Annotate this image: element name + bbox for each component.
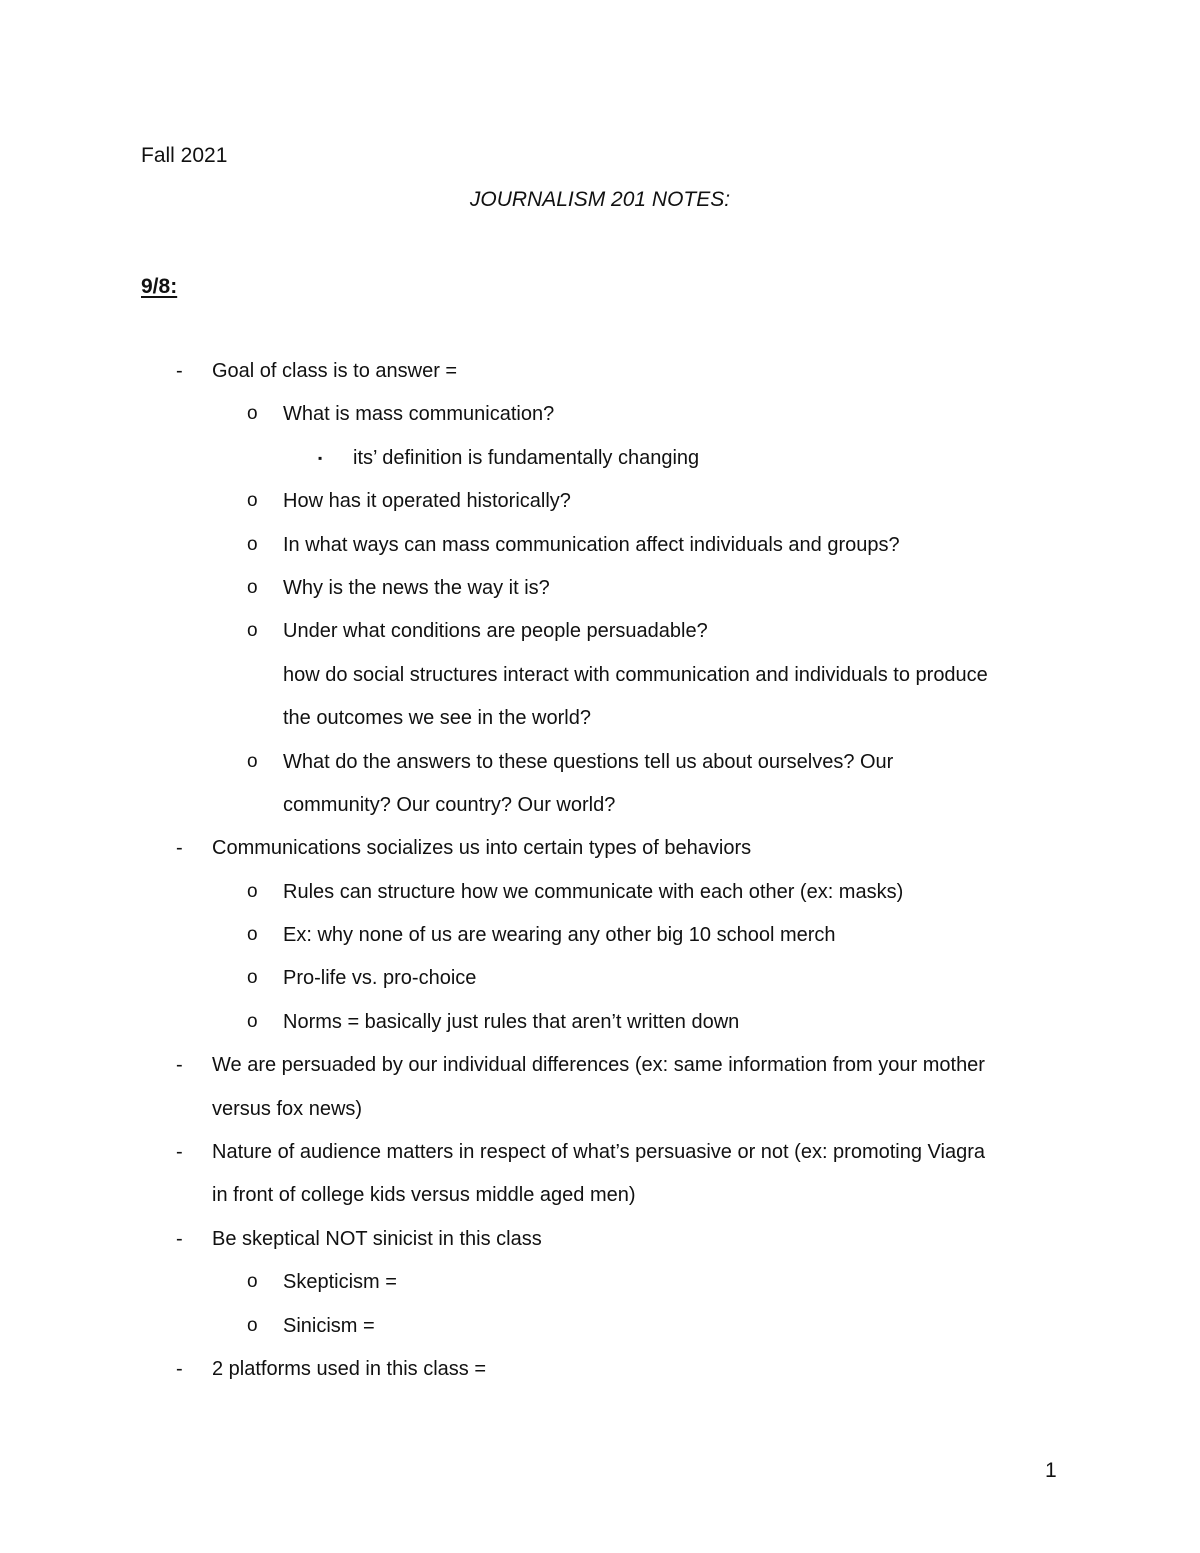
note-line-continuation: [0, 660, 1200, 703]
note-line: [0, 1007, 1200, 1050]
dash-bullet-icon: -: [176, 1227, 183, 1250]
note-line: [0, 356, 1200, 399]
circle-bullet-icon: o: [247, 1271, 258, 1293]
note-text: What is mass communication?: [283, 403, 555, 426]
dash-bullet-icon: -: [176, 1357, 183, 1380]
square-bullet-icon: ▪: [318, 450, 323, 465]
note-line: [0, 1050, 1200, 1093]
notes-list: [0, 356, 1200, 1397]
circle-bullet-icon: o: [247, 533, 258, 555]
circle-bullet-icon: o: [247, 880, 258, 902]
circle-bullet-icon: o: [247, 576, 258, 598]
note-text: its’ definition is fundamentally changing: [353, 446, 700, 469]
note-text: community? Our country? Our world?: [283, 793, 616, 816]
note-line: [0, 399, 1200, 442]
page-number: 1: [1045, 1459, 1057, 1482]
note-text: What do the answers to these questions tell us about ourselves? Our: [283, 750, 894, 773]
document-title: JOURNALISM 201 NOTES:: [469, 188, 731, 211]
note-line: [0, 1354, 1200, 1397]
note-line: [0, 616, 1200, 659]
circle-bullet-icon: o: [247, 1010, 258, 1032]
note-text: Rules can structure how we communicate with each other (ex: masks): [283, 880, 904, 903]
note-text: In what ways can mass communication affect individuals and groups?: [283, 533, 900, 556]
note-text: We are persuaded by our individual differences (ex: same information from your mother: [212, 1054, 985, 1077]
circle-bullet-icon: o: [247, 924, 258, 946]
note-line: [0, 573, 1200, 616]
note-text: How has it operated historically?: [283, 490, 571, 513]
semester-label: Fall 2021: [141, 144, 228, 167]
note-line: [0, 486, 1200, 529]
note-text: Pro-life vs. pro-choice: [283, 967, 477, 990]
note-line: [0, 833, 1200, 876]
circle-bullet-icon: o: [247, 1314, 258, 1336]
circle-bullet-icon: o: [247, 403, 258, 425]
dash-bullet-icon: -: [176, 1054, 183, 1077]
note-text: Why is the news the way it is?: [283, 576, 550, 599]
note-line-continuation: [0, 1180, 1200, 1223]
note-text: Under what conditions are people persuadable?: [283, 620, 708, 643]
note-text: Ex: why none of us are wearing any other big 10 school merch: [283, 924, 836, 947]
note-text: Communications socializes us into certain types of behaviors: [212, 837, 752, 860]
note-line: [0, 1224, 1200, 1267]
note-line-continuation: [0, 790, 1200, 833]
note-text: Sinicism =: [283, 1314, 375, 1337]
note-text: Skepticism =: [283, 1271, 397, 1294]
note-text: Nature of audience matters in respect of what’s persuasive or not (ex: promoting Viagra: [212, 1141, 985, 1164]
circle-bullet-icon: o: [247, 490, 258, 512]
note-line: [0, 920, 1200, 963]
dash-bullet-icon: -: [176, 360, 183, 382]
dash-bullet-icon: -: [176, 1141, 183, 1164]
note-line: [0, 877, 1200, 920]
note-text: in front of college kids versus middle aged men): [212, 1184, 636, 1207]
note-line: [0, 1267, 1200, 1310]
note-text: versus fox news): [212, 1097, 363, 1120]
note-line: [0, 963, 1200, 1006]
date-heading: 9/8:: [141, 275, 178, 298]
note-line: [0, 747, 1200, 790]
note-text: Be skeptical NOT sinicist in this class: [212, 1227, 542, 1250]
note-line: [0, 530, 1200, 573]
note-text: the outcomes we see in the world?: [283, 707, 591, 730]
note-line-continuation: [0, 703, 1200, 746]
note-line-continuation: [0, 1094, 1200, 1137]
circle-bullet-icon: o: [247, 967, 258, 989]
note-text: 2 platforms used in this class =: [212, 1357, 487, 1380]
note-line: [0, 1137, 1200, 1180]
note-line: [0, 443, 1200, 486]
circle-bullet-icon: o: [247, 620, 258, 642]
circle-bullet-icon: o: [247, 750, 258, 772]
note-text: Norms = basically just rules that aren’t written down: [283, 1010, 740, 1033]
dash-bullet-icon: -: [176, 837, 183, 860]
note-line: [0, 1311, 1200, 1354]
note-text: Goal of class is to answer =: [212, 360, 458, 382]
note-text: how do social structures interact with communication and individuals to produce: [283, 663, 988, 686]
